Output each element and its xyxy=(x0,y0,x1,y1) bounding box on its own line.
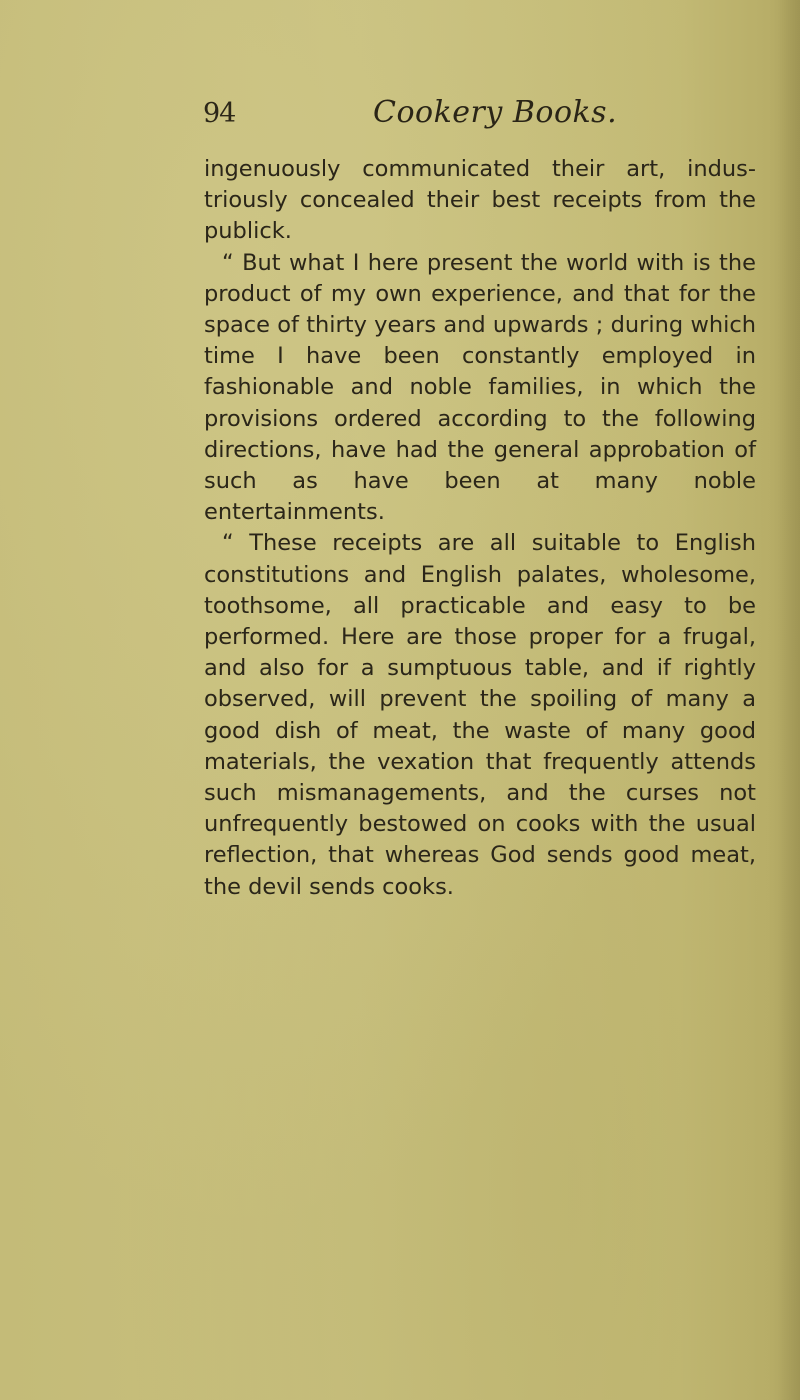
body-text xyxy=(204,154,756,903)
running-title: Cookery Books. xyxy=(373,95,618,130)
paragraph-quote-receipts: “ These receipts are all suitable to English constitutions and English palates, wholesome, toothsome, all practicable and easy to be performed. Here are those proper for a frugal, and also for a sumptuous table, and if rightly observed, will prevent the spoiling of many a good dish of meat, the waste of many good materials, the vexation that frequently attends such mismanagements, and the curses not unfrequently bestowed on cooks with the usual reflection, that whereas God sends good meat, the devil sends cooks. xyxy=(204,530,756,900)
page-header xyxy=(0,95,800,138)
page-number: 94 xyxy=(203,98,236,129)
paragraph-continued: ingenuously communicated their art, industriously concealed their best receipts from the publick. xyxy=(204,156,756,245)
paragraph-quote-experience: “ But what I here present the world with is the product of my own experience, and that for the space of thirty years and upwards ; during which time I have been constantly employed in fashionable and noble families, in which the provisions ordered according to the following directions, have had the general approbation of such as have been at many noble entertainments. xyxy=(204,249,756,526)
page-edge-shadow xyxy=(778,0,800,1400)
